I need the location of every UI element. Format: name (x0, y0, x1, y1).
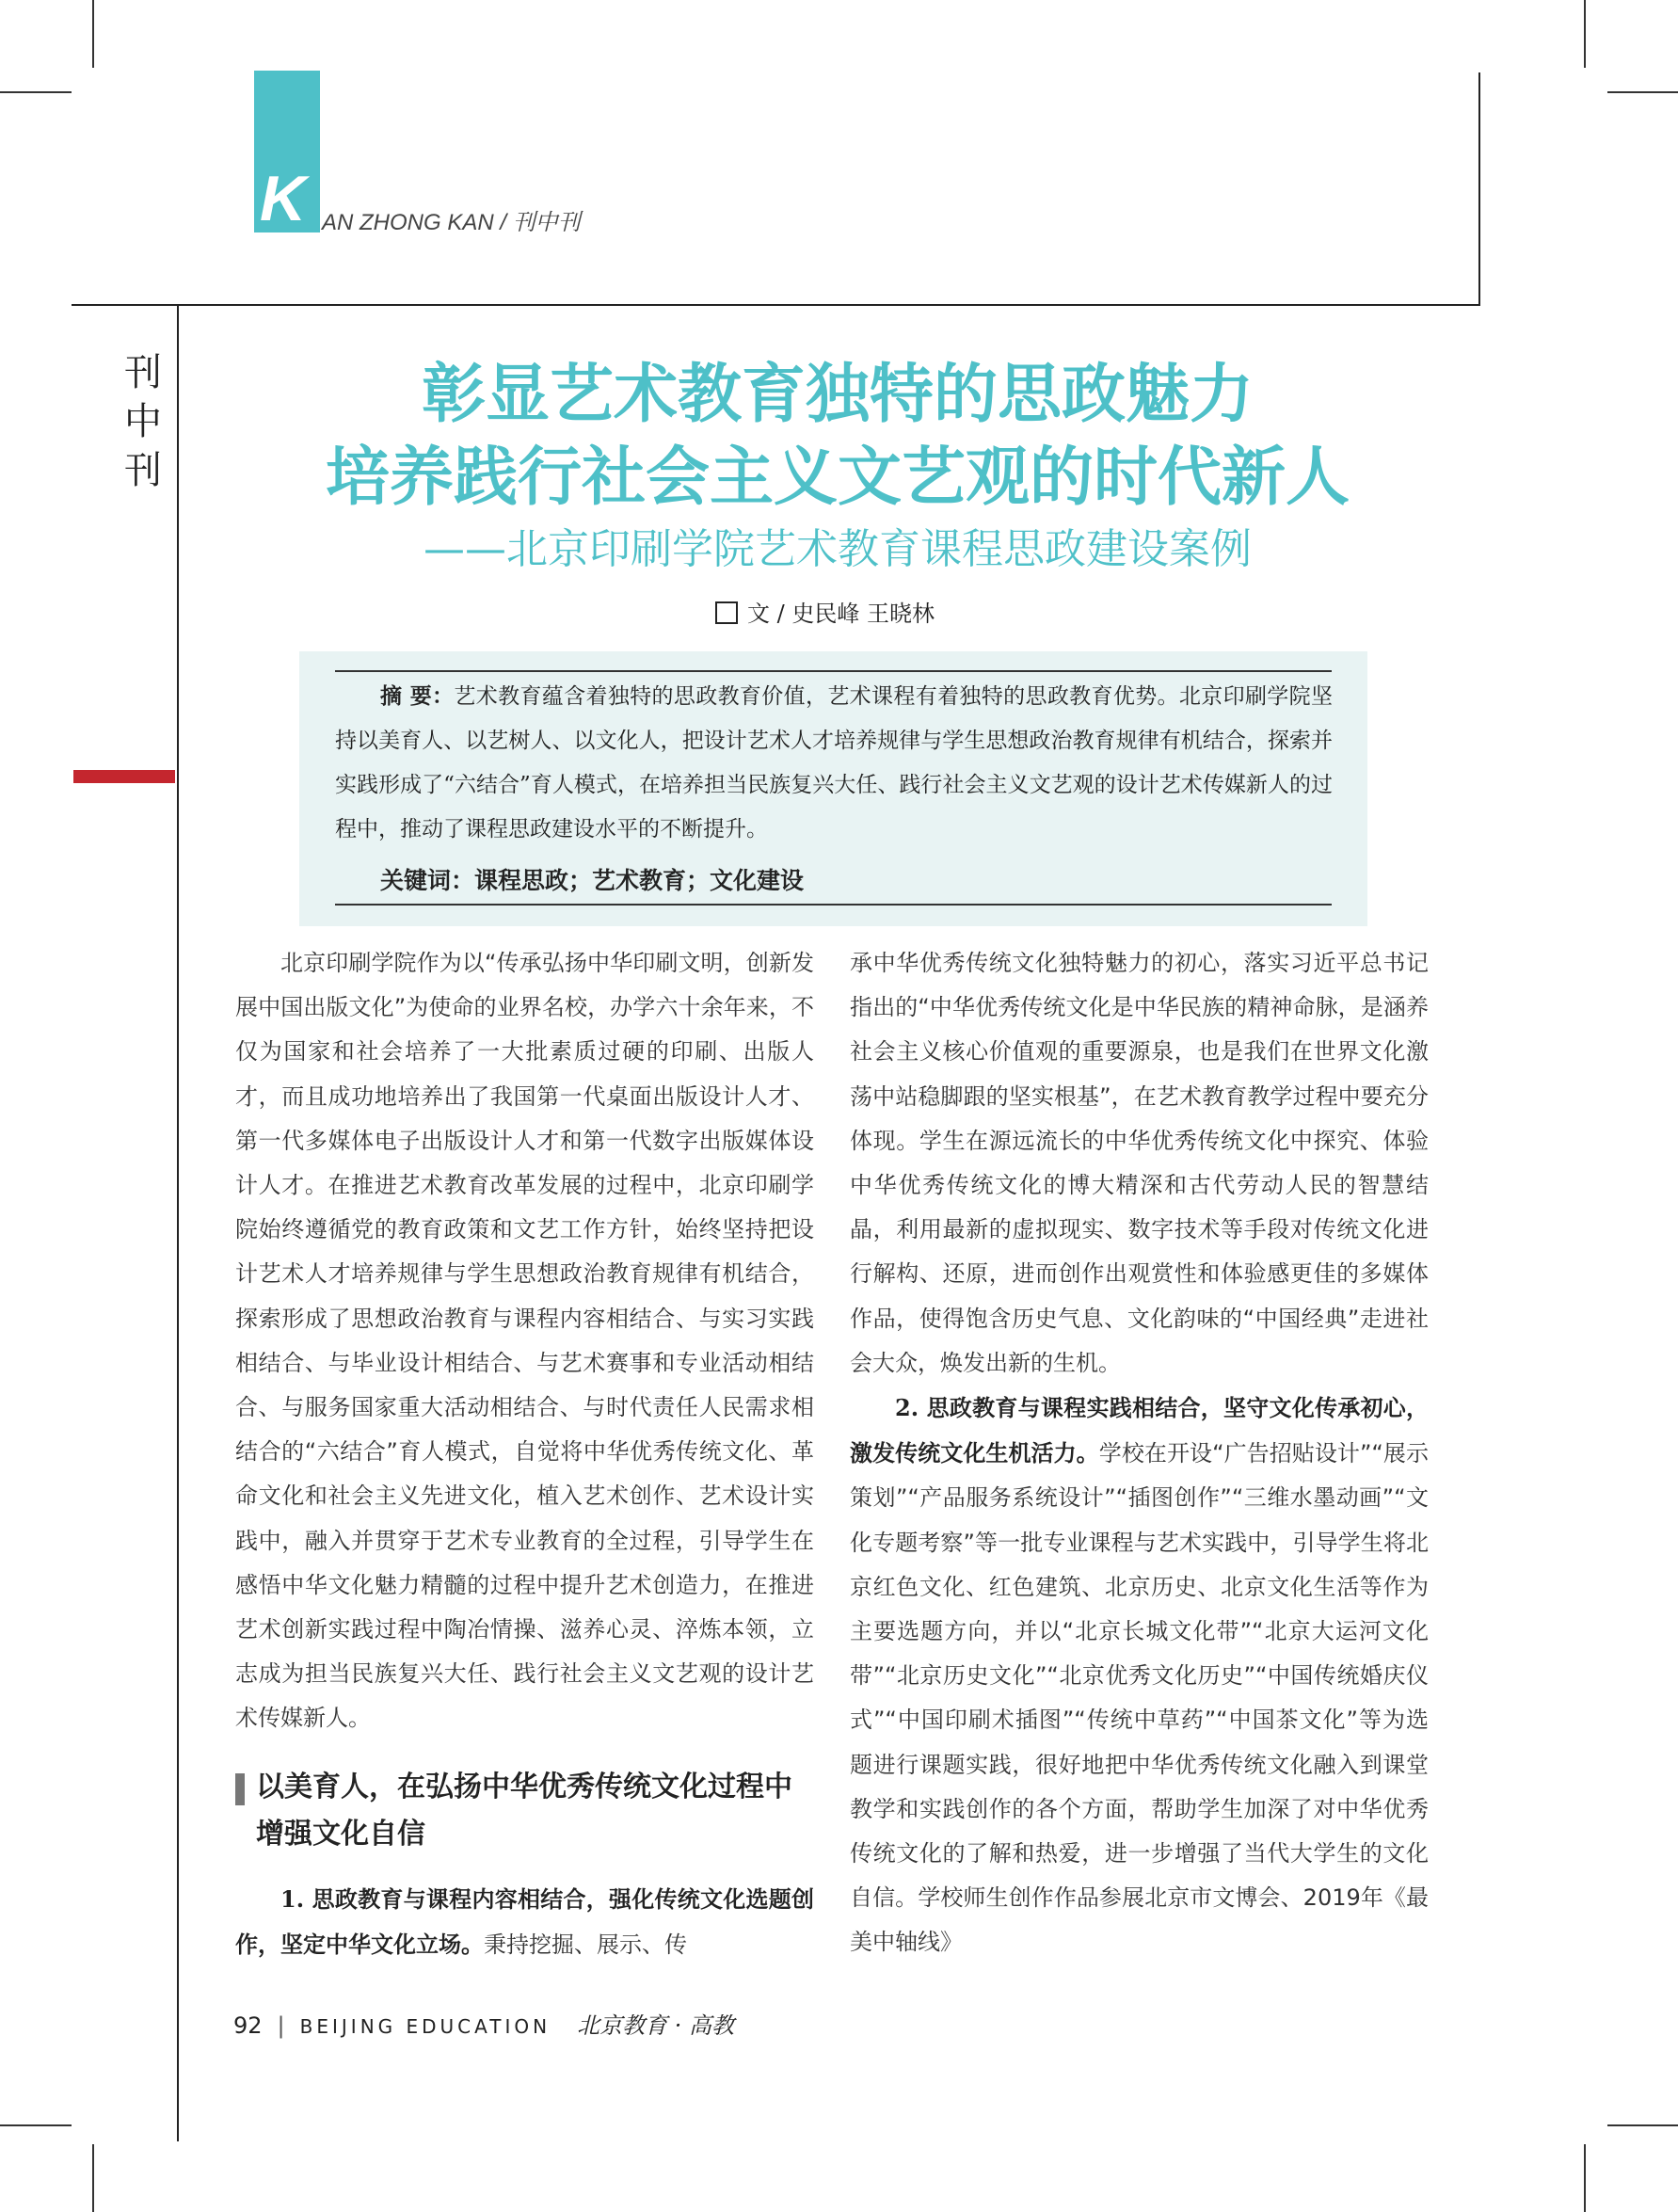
abstract-top-rule (335, 670, 1332, 672)
item2-lead: 2. 思政教育与课程实践相结合，坚守文化传承初心，激发传统文化生机活力。 (850, 1394, 1429, 1467)
abstract-bottom-rule (335, 904, 1332, 906)
magazine-name: BEIJING EDUCATION (299, 2015, 551, 2038)
right-para-1: 承中华优秀传统文化独特魅力的初心，落实习近平总书记指出的“中华优秀传统文化是中华民族的精神命脉，是涵养社会主义核心价值观的重要源泉，也是我们在世界文化激荡中站稳脚跟的坚实根基”，在艺术教育教学过程中要充分体现。学生在源远流长的中华优秀传统文化中探究、体验中华优秀传统文化的博大精深和古代劳动人民的智慧结晶，利用最新的虚拟现实、数字技术等手段对传统文化进行解构、还原，进而创作出观赏性和体验感更佳的多媒体作品，使得饱含历史气息、文化韵味的“中国经典”走进社会大众，焕发出新的生机。 (850, 950, 1429, 1376)
abstract-box (299, 651, 1367, 926)
left-column (235, 941, 814, 1967)
crop-mark (1584, 2144, 1586, 2212)
left-margin-rule (177, 304, 179, 2141)
section-badge (254, 71, 320, 232)
abstract-body: 艺术教育蕴含着独特的思政教育价值，艺术课程有着独特的思政教育优势。北京印刷学院坚持以美育人、以艺树人、以文化人，把设计艺术人才培养规律与学生思想政治教育规律有机结合，探索并实践形成了“六结合”育人模式，在培养担当民族复兴大任、践行社会主义文艺观的设计艺术传媒新人的过程中，推动了课程思政建设水平的不断提升。 (335, 684, 1333, 842)
magazine-name-cn: 北京教育 · 高教 (577, 2012, 734, 2039)
crop-mark (1607, 91, 1678, 93)
red-accent-bar (73, 770, 175, 783)
side-label-char: 刊 (124, 351, 162, 394)
abstract-label: 摘 要： (380, 683, 455, 709)
crop-mark (1607, 2124, 1678, 2126)
article-title-line2: 培养践行社会主义文艺观的时代新人 (325, 441, 1350, 515)
item2-text: 学校在开设“广告招贴设计”“展示策划”“产品服务系统设计”“插图创作”“三维水墨动画”“文化专题考察”等一批专业课程与艺术实践中，引导学生将北京红色文化、红色建筑、北京历史、北京文化生活等作为主要选题方向，并以“北京长城文化带”“北京大运河文化带”“北京历史文化”“北京优秀文化历史”“中国传统婚庆仪式”“中国印刷术插图”“传统中草药”“中国茶文化”等为选题进行课题实践，很好地把中华优秀传统文化融入到课堂教学和实践创作的各个方面，帮助学生加深了对中华优秀传统文化的了解和热爱，进一步增强了当代大学生的文化自信。学校师生创作作品参展北京市文博会、2019年《最美中轴线》 (850, 1440, 1429, 1956)
byline (715, 597, 935, 631)
badge-letter: K (260, 163, 307, 234)
side-label (124, 348, 162, 495)
keywords-value: 课程思政；艺术教育；文化建设 (474, 867, 805, 894)
left-para-1: 北京印刷学院作为以“传承弘扬中华印刷文明，创新发展中国出版文化”为使命的业界名校，办学六十余年来，不仅为国家和社会培养了一大批素质过硬的印刷、出版人才，而且成功地培养出了我国第一代桌面出版设计人才、第一代多媒体电子出版设计人才和第一代数字出版媒体设计人才。在推进艺术教育改革发展的过程中，北京印刷学院始终遵循党的教育政策和文艺工作方针，始终坚持把设计艺术人才培养规律与学生思想政治教育规律有机结合，探索形成了思想政治教育与课程内容相结合、与实习实践相结合、与毕业设计相结合、与艺术赛事和专业活动相结合、与服务国家重大活动相结合、与时代责任人民需求相结合的“六结合”育人模式，自觉将中华优秀传统文化、革命文化和社会主义先进文化，植入艺术创作、艺术设计实践中，融入并贯穿于艺术专业教育的全过程，引导学生在感悟中华文化魅力精髓的过程中提升艺术创造力，在推进艺术创新实践过程中陶冶情操、滋养心灵、淬炼本领，立志成为担当民族复兴大任、践行社会主义文艺观的设计艺术传媒新人。 (235, 950, 814, 1732)
keywords (380, 862, 804, 900)
crop-mark (0, 91, 72, 93)
item1-text: 秉持挖掘、展示、传 (484, 1931, 687, 1958)
article-subtitle: ——北京印刷学院艺术教育课程思政建设案例 (423, 525, 1252, 573)
item1-lead: 1. 思政教育与课程内容相结合，强化传统文化选题创作，坚定中华文化立场。 (235, 1884, 814, 1958)
right-margin-rule (1478, 72, 1480, 306)
left-item-1 (235, 1877, 814, 1967)
keywords-label: 关键词： (380, 867, 475, 894)
right-column (850, 941, 1429, 1965)
byline-text: 文 / 史民峰 王晓林 (747, 601, 935, 627)
crop-mark (1584, 0, 1586, 68)
section-heading-text: 以美育人，在弘扬中华优秀传统文化过程中增强文化自信 (256, 1770, 792, 1851)
crop-mark (92, 2144, 94, 2212)
running-head: AN ZHONG KAN / 刊中刊 (322, 210, 581, 235)
byline-box-icon (715, 601, 738, 624)
section-heading (235, 1764, 814, 1858)
crop-mark (0, 2124, 72, 2126)
header-rule (72, 304, 1480, 306)
right-item-2 (850, 1386, 1429, 1965)
footer-separator: | (277, 2012, 285, 2039)
abstract-text (335, 674, 1333, 852)
side-label-char: 刊 (124, 449, 162, 492)
section-heading-bar (235, 1773, 245, 1805)
article-title-line1: 彰显艺术教育独特的思政魅力 (421, 358, 1254, 432)
page-number: 92 (233, 2012, 263, 2039)
page-footer (233, 2007, 734, 2040)
crop-mark (92, 0, 94, 68)
side-label-char: 中 (124, 400, 162, 443)
